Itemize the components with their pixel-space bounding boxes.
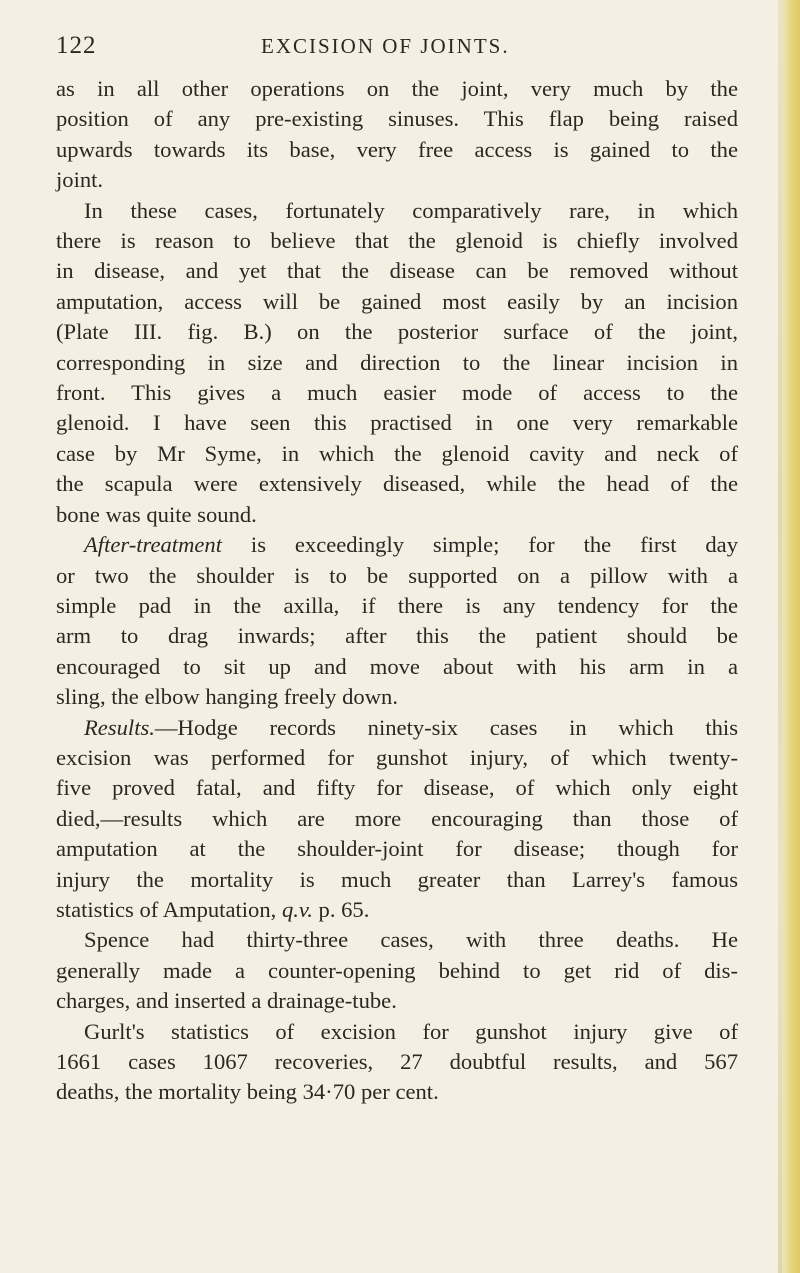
line-text: in disease, and yet that the disease can be removed without	[56, 258, 738, 284]
line-text: front. This gives a much easier mode of access to the	[56, 380, 738, 406]
line-text: arm to drag inwards; after this the patient should be	[56, 623, 738, 649]
text-line	[56, 348, 738, 378]
line-text: position of any pre-existing sinuses. This flap being raised	[56, 106, 738, 132]
text-line	[56, 530, 738, 560]
line-text: as in all other operations on the joint, very much by the	[56, 76, 738, 101]
line-text: or two the shoulder is to be supported on a pillow with a	[56, 562, 738, 588]
text-line	[56, 74, 738, 104]
text-line	[56, 834, 738, 864]
text-line	[56, 591, 738, 621]
line-text: statistics of Amputation,	[56, 896, 282, 922]
line-text: died,—results which are more encouraging than those of	[56, 805, 738, 831]
text-line	[56, 378, 738, 408]
line-text: charges, and inserted a drainage-tube.	[56, 988, 397, 1014]
line-text: the scapula were extensively diseased, while the head of the	[56, 471, 738, 497]
line-text: excision was performed for gunshot injury, of which twenty-	[56, 744, 738, 770]
line-text: is exceedingly simple; for the first day	[222, 532, 738, 558]
page-number: 122	[56, 32, 97, 59]
text-line	[56, 713, 738, 743]
running-head: EXCISION OF JOINTS.	[261, 34, 510, 58]
text-line	[56, 621, 738, 651]
text-line	[56, 165, 738, 195]
text-line	[56, 1077, 738, 1107]
text-line	[56, 956, 738, 986]
line-text: sling, the elbow hanging freely down.	[56, 684, 398, 710]
line-text: In these cases, fortunately comparatively rare, in which	[84, 197, 738, 223]
running-header	[56, 32, 746, 72]
line-text: case by Mr Syme, in which the glenoid cavity and neck of	[56, 440, 738, 466]
line-text: injury the mortality is much greater than Larrey's famous	[56, 866, 738, 892]
line-text: 1661 cases 1067 recoveries, 27 doubtful results, and 567	[56, 1049, 738, 1074]
text-line	[56, 773, 738, 803]
text-line	[56, 1017, 738, 1047]
text-line	[56, 196, 738, 226]
line-text: there is reason to believe that the glenoid is chiefly involved	[56, 228, 738, 254]
line-text: upwards towards its base, very free access is gained to the	[56, 136, 738, 162]
text-line	[56, 256, 738, 286]
line-text: generally made a counter-opening behind to get rid of dis-	[56, 957, 738, 983]
line-text: corresponding in size and direction to the linear incision in	[56, 349, 738, 375]
line-text: p. 65.	[312, 896, 370, 922]
line-text: deaths, the mortality being 34·70 per cent.	[56, 1079, 439, 1105]
text-line	[56, 804, 738, 834]
text-line	[56, 469, 738, 499]
text-line	[56, 743, 738, 773]
text-line	[56, 561, 738, 591]
text-line	[56, 104, 738, 134]
line-text: Spence had thirty-three cases, with three deaths. He	[84, 927, 738, 953]
text-line	[56, 226, 738, 256]
text-line	[56, 986, 738, 1016]
text-line	[56, 287, 738, 317]
text-line	[56, 865, 738, 895]
line-text: Gurlt's statistics of excision for gunshot injury give of	[84, 1018, 738, 1044]
text-line	[56, 500, 738, 530]
line-text: —Hodge records ninety-six cases in which this	[154, 714, 738, 740]
text-line	[56, 895, 738, 925]
text-line	[56, 135, 738, 165]
line-text: amputation at the shoulder-joint for disease; though for	[56, 836, 738, 862]
text-line	[56, 652, 738, 682]
body-text	[56, 74, 738, 1108]
line-text: bone was quite sound.	[56, 501, 257, 527]
italic-ref: q.v.	[281, 896, 313, 922]
line-text: glenoid. I have seen this practised in one very remarkable	[56, 410, 738, 436]
line-text: joint.	[56, 167, 104, 193]
line-text: (Plate III. fig. B.) on the posterior surface of the joint,	[56, 319, 738, 345]
text-line	[56, 925, 738, 955]
line-text: amputation, access will be gained most easily by an incision	[56, 288, 738, 314]
text-line	[56, 1047, 738, 1077]
page-edge	[778, 0, 800, 1273]
line-text: encouraged to sit up and move about with his arm in a	[56, 653, 738, 679]
italic-lead: After-treatment	[84, 532, 223, 558]
italic-lead: Results.	[84, 714, 155, 740]
text-line	[56, 317, 738, 347]
line-text: five proved fatal, and fifty for disease, of which only eight	[56, 775, 738, 801]
text-line	[56, 408, 738, 438]
text-line	[56, 682, 738, 712]
text-line	[56, 439, 738, 469]
line-text: simple pad in the axilla, if there is any tendency for the	[56, 592, 738, 618]
